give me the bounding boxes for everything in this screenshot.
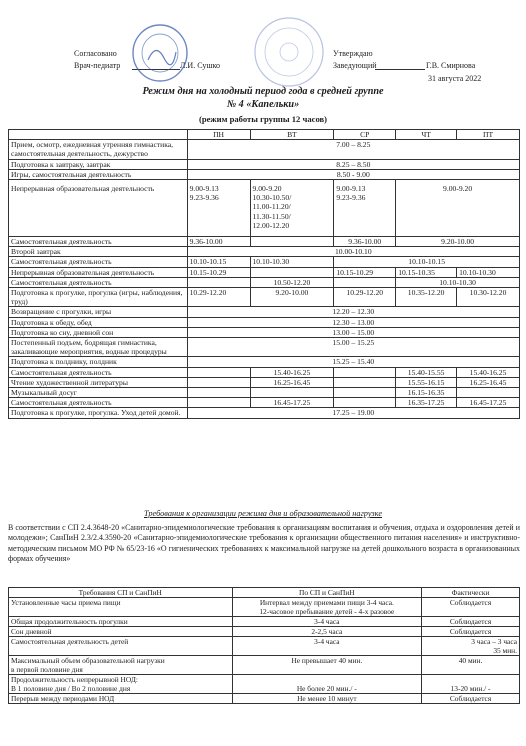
table-row [9,307,520,317]
time-cell: 15.00 – 15.25 [187,338,519,357]
time-cell: 9.00-9.20 [396,180,520,237]
table-row [9,327,520,337]
fact-cell: 3 часа – 3 часа 35 мин. [422,637,520,656]
table-row [9,377,520,387]
doctor-stamp-icon [130,22,190,84]
time-cell [187,367,250,377]
time-cell [457,388,520,398]
time-cell: 15.40-15.55 [396,367,457,377]
time-cell: 9.20-10.00 [396,237,520,247]
time-cell: 10.10-10.30 [457,267,520,277]
time-cell: 9.00-9.20 10.30-10.50/ 11.00-11.20/ 11.30-11.50/ 12.00-12.20 [250,180,334,237]
time-cell [334,398,396,408]
time-cell [187,398,250,408]
time-cell: 9.36-10.00 [187,237,250,247]
table-row [9,159,520,169]
requirements-header-row [9,588,520,598]
time-cell: 15.25 – 15.40 [187,357,519,367]
activity-label: Возвращение с прогулки, игры [9,307,188,317]
time-cell: 10.35-12.20 [396,288,457,307]
activity-label: Второй завтрак [9,247,188,257]
time-cell: 12.30 – 13.00 [187,317,519,327]
requirement-cell: Самостоятельная деятельность детей [9,637,233,656]
time-cell: 8.50 - 9.00 [187,169,519,179]
requirement-cell: Максимальный объем образовательной нагрузки в первой половине дня [9,656,233,675]
day-header-fri: ПТ [457,130,520,140]
activity-label: Подготовка к прогулке, прогулка (игры, наблюдения, труд) [9,288,188,307]
requirements-col-header: Требования СП и СанПиН [9,588,233,598]
requirement-cell: Общая продолжительность прогулки [9,617,233,627]
table-row [9,288,520,307]
requirement-cell: Установленные часы приема пищи [9,598,233,617]
time-cell: 10.00-10.10 [187,247,519,257]
table-row [9,627,520,637]
time-cell: 15.40-16.25 [457,367,520,377]
time-cell: 16.45-17.25 [250,398,334,408]
activity-label: Самостоятельная деятельность [9,277,188,287]
table-row [9,398,520,408]
head-label: Заведующий [333,61,377,70]
activity-label: Самостоятельная деятельность [9,367,188,377]
time-cell: 16.45-17.25 [457,398,520,408]
requirements-table [8,587,520,704]
activity-label: Самостоятельная деятельность [9,237,188,247]
fact-cell: 40 мин. [422,656,520,675]
time-cell: 17.25 – 19.00 [187,408,519,418]
fact-cell: 13-20 мин./ - [422,675,520,694]
activity-label: Самостоятельная деятельность [9,398,188,408]
table-row [9,408,520,418]
work-hours-subtitle: (режим работы группы 12 часов) [198,114,328,124]
fact-cell: Соблюдается [422,617,520,627]
activity-label: Музыкальный досуг [9,388,188,398]
time-cell: 12.20 – 12.30 [187,307,519,317]
table-row [9,169,520,179]
approved-label: Утверждаю [333,49,373,58]
activity-label: Непрерывная образовательная деятельность [9,267,188,277]
fact-cell: Соблюдается [422,598,520,617]
time-cell: 10.29-12.20 [334,288,396,307]
head-signature-line [375,69,425,70]
activity-label: Подготовка к прогулке, прогулка. Уход детей домой. [9,408,188,418]
time-cell: 10.10-10.15 [334,257,520,267]
table-row [9,140,520,159]
doctor-label: Врач-педиатр [74,61,121,70]
table-row [9,357,520,367]
table-row [9,338,520,357]
schedule-table [8,129,520,419]
activity-label: Чтение художественной литературы [9,377,188,387]
time-cell: 8.25 – 8.50 [187,159,519,169]
approval-date: 31 августа 2022 [428,74,482,83]
institution-stamp-icon [252,16,326,88]
time-cell: 10.10-10.30 [250,257,334,267]
activity-label: Подготовка к полднику, полдник [9,357,188,367]
norm-cell: Не превышает 40 мин. [232,656,422,675]
time-cell [250,267,334,277]
time-cell [187,377,250,387]
time-cell: 16.25-16.45 [457,377,520,387]
time-cell [334,388,396,398]
doctor-name: Л.И. Сушко [180,61,220,70]
time-cell [250,388,334,398]
time-cell [334,367,396,377]
time-cell: 10.30-12.20 [457,288,520,307]
day-header-mon: ПН [187,130,250,140]
fact-cell: Соблюдается [422,694,520,704]
time-cell: 10.15-10.35 [396,267,457,277]
time-cell: 7.00 – 8.25 [187,140,519,159]
activity-label: Самостоятельная деятельность [9,257,188,267]
time-cell: 13.00 – 15.00 [187,327,519,337]
table-row [9,656,520,675]
table-row [9,180,520,237]
schedule-header-row [9,130,520,140]
time-cell: 15.55-16.15 [396,377,457,387]
time-cell [250,237,334,247]
fact-cell: Соблюдается [422,627,520,637]
table-row [9,694,520,704]
norm-cell: 3-4 часа [232,617,422,627]
table-row [9,598,520,617]
time-cell [334,377,396,387]
requirement-cell: Перерыв между периодами НОД [9,694,233,704]
activity-label: Игры, самостоятельная деятельность [9,169,188,179]
table-row [9,617,520,627]
time-cell: 10.50-12.20 [250,277,334,287]
time-cell: 15.40-16.25 [250,367,334,377]
head-name: Г.В. Смирнова [426,61,476,70]
requirements-heading: Требования к организации режима дня и образовательной нагрузке [143,509,383,518]
requirement-cell: Продолжительность непрерывной НОД: В 1 половине дня / Во 2 половине дня [9,675,233,694]
norm-cell: 3-4 часа [232,637,422,656]
table-row [9,257,520,267]
activity-label: Непрерывная образовательная деятельность [9,180,188,237]
time-cell: 10.15-10.29 [187,267,250,277]
norm-cell: Не более 20 мин./ - [232,675,422,694]
activity-label: Подготовка к завтраку, завтрак [9,159,188,169]
time-cell: 16.25-16.45 [250,377,334,387]
day-header-tue: ВТ [250,130,334,140]
fact-col-header: Фактически [422,588,520,598]
table-row [9,637,520,656]
activity-label: Постепенный подъем, бодрящая гимнастика, закаливающие мероприятия, водные процедуры [9,338,188,357]
time-cell: 16.15-16.35 [396,388,457,398]
time-cell: 16.35-17.25 [396,398,457,408]
time-cell [334,277,396,287]
norm-cell: 2-2,5 часа [232,627,422,637]
norm-cell: Интервал между приемами пищи 3-4 часа. 12-часовое пребывание детей - 4-х разовое [232,598,422,617]
time-cell: 10.10-10.15 [187,257,250,267]
activity-label: Подготовка к обеду, обед [9,317,188,327]
table-row [9,317,520,327]
norm-cell: Не менее 10 минут [232,694,422,704]
activity-label: Прием, осмотр, ежедневная утренняя гимнастика, самостоятельная деятельность, дежурство [9,140,188,159]
time-cell: 9.00-9.13 9.23-9.36 [187,180,250,237]
time-cell: 9.00-9.13 9.23-9.36 [334,180,396,237]
table-row [9,237,520,247]
time-cell: 9.20-10.00 [250,288,334,307]
table-row [9,247,520,257]
time-cell [187,388,250,398]
page-title: Режим дня на холодный период года в средней группе [142,86,384,97]
time-cell: 10.15-10.29 [334,267,396,277]
table-row [9,388,520,398]
table-row [9,367,520,377]
activity-label: Подготовка ко сну, дневной сон [9,327,188,337]
table-row [9,675,520,694]
group-title: № 4 «Капельки» [226,99,300,110]
time-cell: 10.10-10.30 [396,277,520,287]
agreed-label: Согласовано [74,49,117,58]
table-row [9,267,520,277]
norm-col-header: По СП и СанПиН [232,588,422,598]
day-header-wed: СР [334,130,396,140]
time-cell: 10.29-12.20 [187,288,250,307]
day-header-thu: ЧТ [396,130,457,140]
time-cell: 9.36-10.00 [334,237,396,247]
requirements-paragraph: В соответствии с СП 2.4.3648-20 «Санитарно-эпидемиологические требования к организациям воспитания и обучения, отдыха и оздоровления детей и молодежи»; СанПиН 2.3/2.4.3590-20 «Санитарно-эпидемиологические требования к организации общественного питания населения» и инструктивно-методическим письмом МО РФ № 65/23-16 «О гигиенических требованиях к максимальной нагрузке на детей дошкольного возраста в организованных формах обучения» [8,523,520,563]
schedule-header-blank [9,130,188,140]
time-cell [187,277,250,287]
requirement-cell: Сон дневной [9,627,233,637]
table-row [9,277,520,287]
